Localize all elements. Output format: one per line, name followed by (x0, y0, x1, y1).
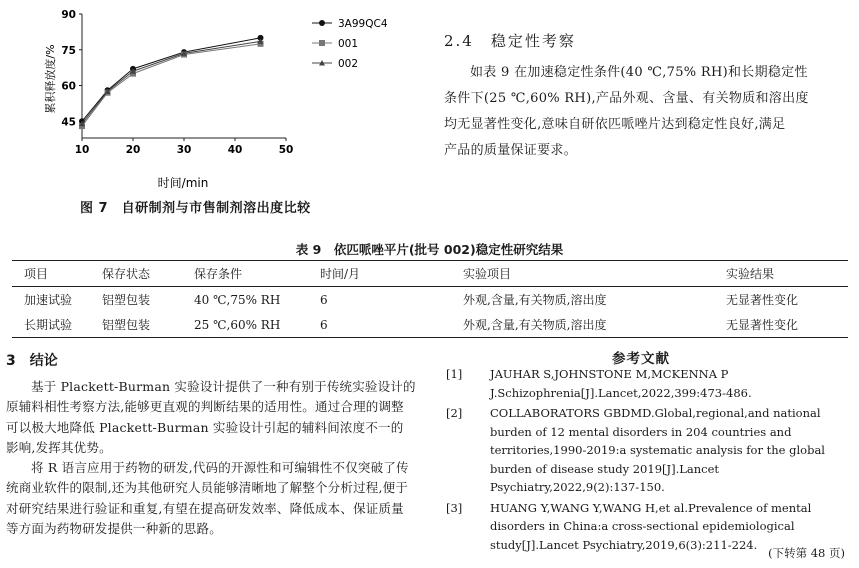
reference-number: [2] (446, 406, 463, 420)
table-cell: 25 ℃,60% RH (194, 317, 281, 332)
continued-note: (下转第 48 页) (768, 546, 845, 560)
legend-label: 001 (338, 38, 359, 50)
paragraph-line: 均无显著性变化,意味自研依匹哌唑片达到稳定性良好,满足 (444, 117, 786, 132)
reference-text: COLLABORATORS GBDMD.Global,regional,and national burden of 12 mental disorders in 204 countries and territories,1990-2019:a systematic analysis for the global burden of disease study 2019[J].Lancet Psychiatry,2022,9(2):137-150. (490, 406, 825, 494)
table-cell: 长期试验 (24, 318, 73, 332)
y-tick-label: 90 (61, 9, 76, 21)
references-heading: 参考文献 (612, 351, 670, 367)
table-row (12, 287, 848, 313)
y-tick-label: 75 (61, 44, 76, 57)
table-cell: 6 (320, 292, 328, 307)
y-tick-label: 45 (61, 116, 76, 129)
section-heading-2-4: 2.4 稳定性考察 (444, 32, 576, 50)
conclusion-paragraph: 基于 Plackett-Burman 实验设计提供了一种有别于传统实验设计的原辅料相性考察方法,能够更直观的判断结果的适用性。通过合理的调整可以极大地降低 Plackett-Burman 实验设计引起的辅料间浓度不一的影响,发挥其优势。 (6, 379, 416, 455)
reference-item (446, 404, 850, 497)
x-tick-label: 30 (176, 144, 192, 156)
chart-series (79, 35, 264, 129)
table-header: 保存条件 (194, 267, 243, 281)
table-header: 实验结果 (726, 267, 775, 281)
reference-item (446, 365, 850, 402)
y-axis-label: 累积释放度/% (44, 44, 57, 114)
stability-paragraph (444, 60, 854, 164)
table-cell: 铝塑包装 (102, 318, 151, 332)
series-line (82, 38, 261, 121)
paragraph-line: 条件下(25 ℃,60% RH),产品外观、含量、有关物质和溶出度 (444, 91, 809, 106)
table-cell: 加速试验 (24, 293, 73, 307)
chart-axes (82, 14, 286, 138)
chart-legend (312, 18, 388, 70)
conclusion-paragraph: 将 R 语言应用于药物的研发,代码的开源性和可编辑性不仅突破了传统商业软件的限制,还为其他研究人员能够清晰地了解整个分析过程,便于对研究结果进行验证和重复,有望在提高研发效率、降低成本、保证质量等方面为药物研发提供一种新的思路。 (6, 460, 409, 537)
legend-marker (319, 40, 325, 46)
legend-label: 002 (338, 58, 359, 70)
table-title: 表 9 依匹哌唑平片(批号 002)稳定性研究结果 (295, 242, 564, 257)
references-list (446, 365, 850, 556)
table-header: 实验项目 (463, 267, 512, 281)
table-header: 时间/月 (320, 267, 361, 281)
y-tick-label: 60 (61, 80, 76, 93)
legend-label: 3A99QC4 (338, 18, 388, 30)
table-cell: 外观,含量,有关物质,溶出度 (463, 318, 607, 332)
table-cell: 无显著性变化 (726, 293, 799, 307)
chart-ticks (61, 9, 293, 156)
conclusion-text (6, 377, 416, 539)
reference-text: JAUHAR S,JOHNSTONE M,MCKENNA P J.Schizophrenia[J].Lancet,2022,399:473-486. (490, 367, 752, 400)
x-axis-label: 时间/min (157, 176, 209, 190)
paragraph-line: 产品的质量保证要求。 (444, 143, 578, 158)
table-cell: 无显著性变化 (726, 318, 799, 332)
table-cell: 铝塑包装 (102, 293, 151, 307)
x-tick-label: 10 (74, 144, 90, 156)
table-cell: 外观,含量,有关物质,溶出度 (463, 293, 607, 307)
table-row (12, 312, 848, 338)
table-cell: 40 ℃,75% RH (194, 292, 281, 307)
reference-number: [1] (446, 367, 463, 381)
table-header: 保存状态 (102, 267, 151, 281)
paragraph-line: 如表 9 在加速稳定性条件(40 ℃,75% RH)和长期稳定性 (470, 65, 808, 80)
series-line (82, 41, 261, 123)
reference-number: [3] (446, 500, 463, 515)
table-header: 项目 (24, 267, 49, 281)
dissolution-chart (40, 4, 400, 194)
table-header-row (12, 261, 848, 287)
legend-marker (319, 20, 325, 26)
x-tick-label: 20 (125, 144, 141, 156)
x-tick-label: 50 (278, 144, 294, 156)
reference-text: HUANG Y,WANG Y,WANG H,et al.Prevalence of mental disorders in China:a cross-sectional epidemiological study[J].Lancet Psychiatry,2019,6(3):211-224. (490, 500, 812, 552)
section-heading-3: 3 结论 (6, 353, 58, 369)
table-cell: 6 (320, 317, 328, 332)
stability-table (12, 260, 848, 338)
figure-caption: 图 7 自研制剂与市售制剂溶出度比较 (80, 201, 311, 216)
x-tick-label: 40 (227, 144, 243, 156)
